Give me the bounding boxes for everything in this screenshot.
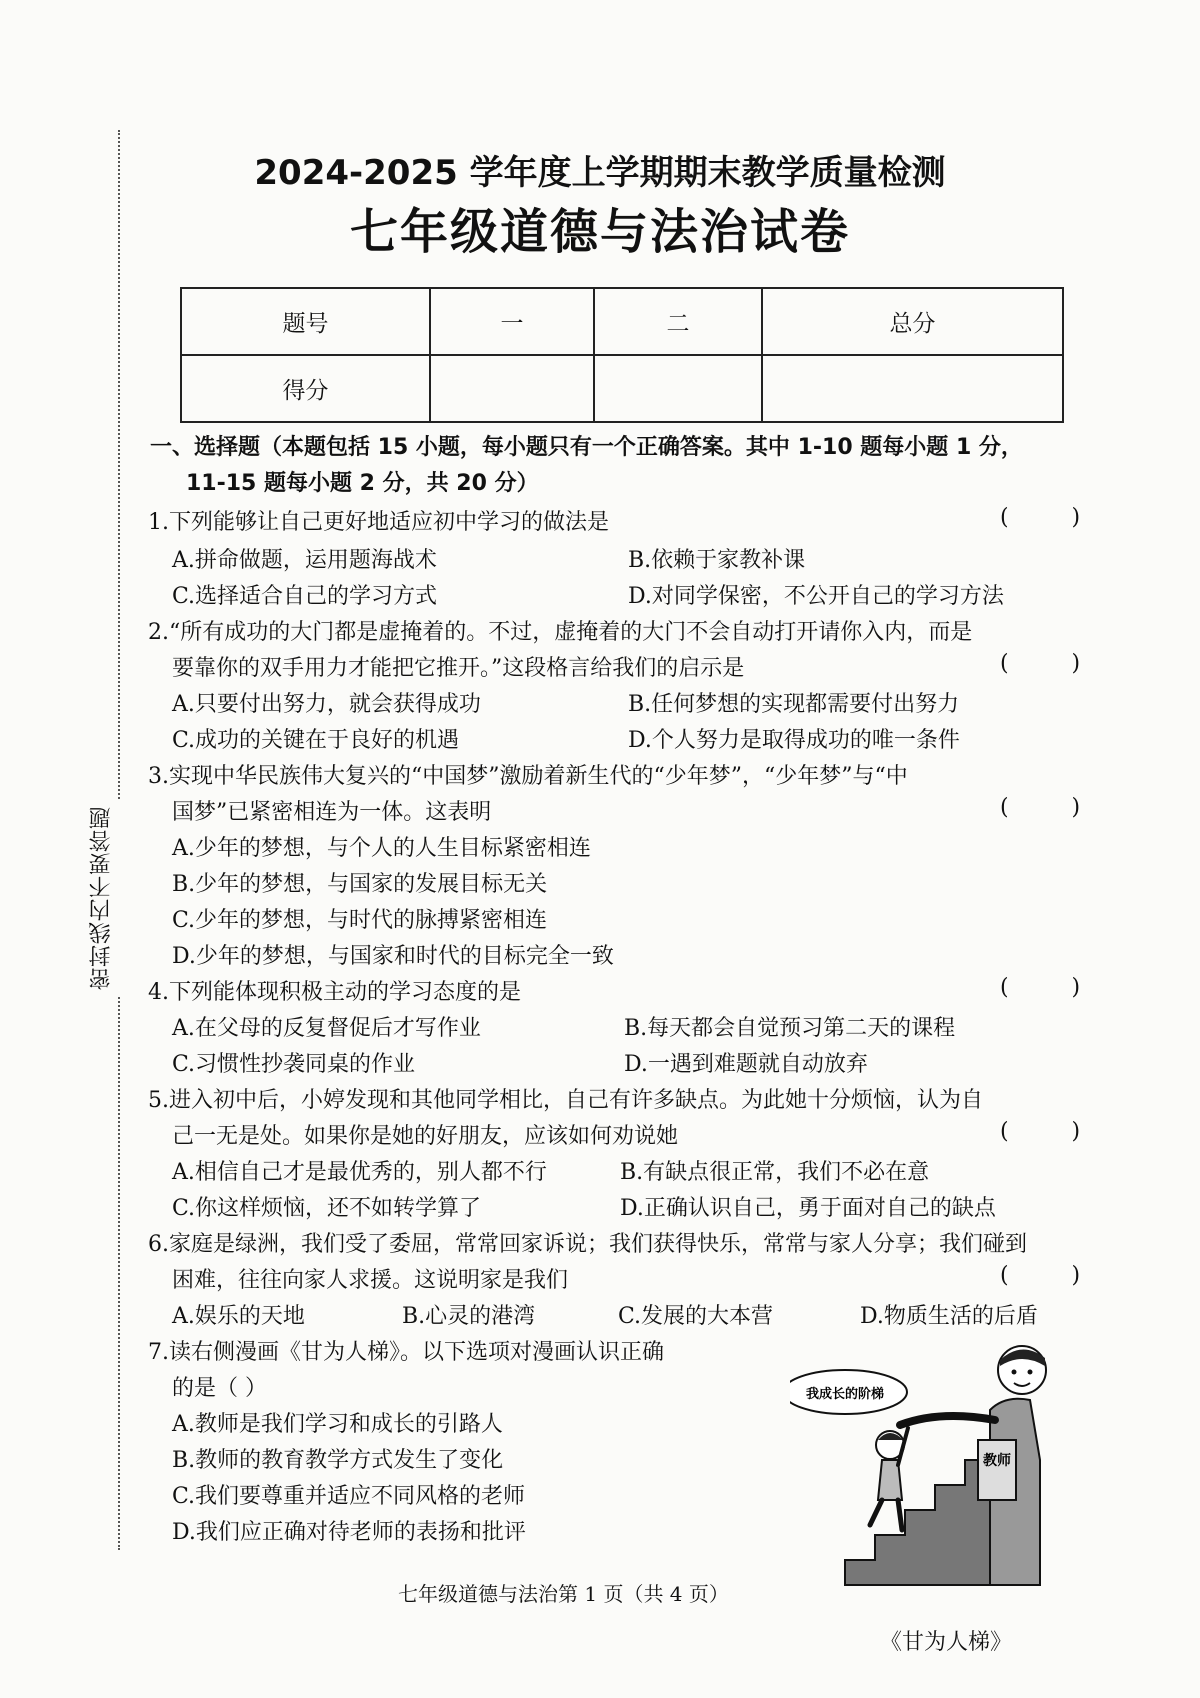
question-7-stem: 的是（ ）: [172, 1376, 267, 1401]
score-cell: 得分: [181, 355, 430, 422]
score-cell: 二: [594, 288, 762, 355]
option: C.习惯性抄袭同桌的作业: [172, 1052, 416, 1077]
option: B.有缺点很正常，我们不必在意: [620, 1160, 930, 1185]
option: C.选择适合自己的学习方式: [172, 584, 438, 609]
score-cell: 总分: [762, 288, 1063, 355]
option: A.拼命做题，运用题海战术: [172, 548, 437, 573]
option: A.少年的梦想，与个人的人生目标紧密相连: [172, 836, 591, 861]
cartoon-teacher-ladder: [790, 1340, 1080, 1590]
option: D.我们应正确对待老师的表扬和批评: [172, 1520, 526, 1545]
option: D.一遇到难题就自动放弃: [624, 1052, 868, 1077]
teacher-arm: [900, 1416, 995, 1425]
teacher-eye: [1028, 1370, 1033, 1375]
book-icon: [978, 1440, 1016, 1500]
stairs-body: [845, 1460, 990, 1585]
score-table-score-row: [181, 355, 1063, 422]
answer-bracket[interactable]: ( ): [1000, 795, 1081, 820]
option: B.依赖于家教补课: [628, 548, 806, 573]
question-6-stem: 困难，往往向家人求援。这说明家是我们: [172, 1268, 569, 1293]
answer-bracket[interactable]: ( ): [1000, 1119, 1081, 1144]
answer-bracket[interactable]: ( ): [1000, 505, 1081, 530]
option: C.你这样烦恼，还不如转学算了: [172, 1196, 482, 1221]
exam-title: 2024-2025 学年度上学期期末教学质量检测: [254, 153, 946, 193]
exam-subtitle: 七年级道德与法治试卷: [349, 204, 850, 260]
section-heading-line: 一、选择题（本题包括 15 小题，每小题只有一个正确答案。其中 1-10 题每小题 1 分，: [150, 435, 1023, 460]
score-cell: 题号: [181, 288, 430, 355]
question-5-stem: 5.进入初中后，小婷发现和其他同学相比，自己有许多缺点。为此她十分烦恼，认为自: [148, 1088, 983, 1113]
option: D.个人努力是取得成功的唯一条件: [628, 728, 960, 753]
option: B.任何梦想的实现都需要付出努力: [628, 692, 960, 717]
option: A.教师是我们学习和成长的引路人: [172, 1412, 503, 1437]
question-3-stem: 国梦”已紧密相连为一体。这表明: [172, 800, 492, 825]
option: C.我们要尊重并适应不同风格的老师: [172, 1484, 526, 1509]
question-1-stem: 1.下列能够让自己更好地适应初中学习的做法是: [148, 510, 609, 535]
option: B.少年的梦想，与国家的发展目标无关: [172, 872, 548, 897]
score-cell: 一: [430, 288, 594, 355]
option: A.在父母的反复督促后才写作业: [172, 1016, 481, 1041]
answer-bracket[interactable]: ( ): [1000, 975, 1081, 1000]
section-heading-line: 11-15 题每小题 2 分，共 20 分）: [186, 471, 539, 496]
option: C.发展的大本营: [618, 1304, 774, 1329]
question-5-stem: 己一无是处。如果你是她的好朋友，应该如何劝说她: [172, 1124, 679, 1149]
question-2-stem: 要靠你的双手用力才能把它推开。”这段格言给我们的启示是: [172, 656, 745, 681]
option: C.成功的关键在于良好的机遇: [172, 728, 460, 753]
book-label: 教师: [983, 1453, 1011, 1469]
score-input-cell[interactable]: [762, 355, 1063, 422]
question-6-stem: 6.家庭是绿洲，我们受了委屈，常常回家诉说；我们获得快乐，常常与家人分享；我们碰到: [148, 1232, 1027, 1257]
question-7-stem: 7.读右侧漫画《甘为人梯》。以下选项对漫画认识正确: [148, 1340, 664, 1365]
option: D.正确认识自己，勇于面对自己的缺点: [620, 1196, 996, 1221]
option: B.教师的教育教学方式发生了变化: [172, 1448, 504, 1473]
page-footer: 七年级道德与法治第 1 页（共 4 页）: [398, 1582, 729, 1606]
option: C.少年的梦想，与时代的脉搏紧密相连: [172, 908, 548, 933]
answer-bracket[interactable]: ( ): [1000, 651, 1081, 676]
option: A.相信自己才是最优秀的，别人都不行: [172, 1160, 547, 1185]
option: D.物质生活的后盾: [860, 1304, 1038, 1329]
student-legs: [870, 1500, 902, 1530]
option: B.心灵的港湾: [402, 1304, 536, 1329]
option: B.每天都会自觉预习第二天的课程: [624, 1016, 956, 1041]
section-heading: [150, 430, 1023, 502]
speech-text: 我成长的阶梯: [805, 1387, 885, 1402]
teacher-eye: [1012, 1370, 1017, 1375]
cartoon-caption: 《甘为人梯》: [880, 1630, 1013, 1655]
question-3-stem: 3.实现中华民族伟大复兴的“中国梦”激励着新生代的“少年梦”，“少年梦”与“中: [148, 764, 908, 789]
answer-bracket[interactable]: ( ): [1000, 1263, 1081, 1288]
question-4-stem: 4.下列能体现积极主动的学习态度的是: [148, 980, 521, 1005]
score-table: [180, 287, 1064, 423]
score-table-header-row: [181, 288, 1063, 355]
option: D.少年的梦想，与国家和时代的目标完全一致: [172, 944, 614, 969]
score-input-cell[interactable]: [594, 355, 762, 422]
option: D.对同学保密，不公开自己的学习方法: [628, 584, 1004, 609]
binding-note: 密封线内不要答题: [86, 800, 126, 996]
option: A.娱乐的天地: [172, 1304, 305, 1329]
option: A.只要付出努力，就会获得成功: [172, 692, 481, 717]
question-2-stem: 2.“所有成功的大门都是虚掩着的。不过，虚掩着的大门不会自动打开请你入内，而是: [148, 620, 973, 645]
score-input-cell[interactable]: [430, 355, 594, 422]
